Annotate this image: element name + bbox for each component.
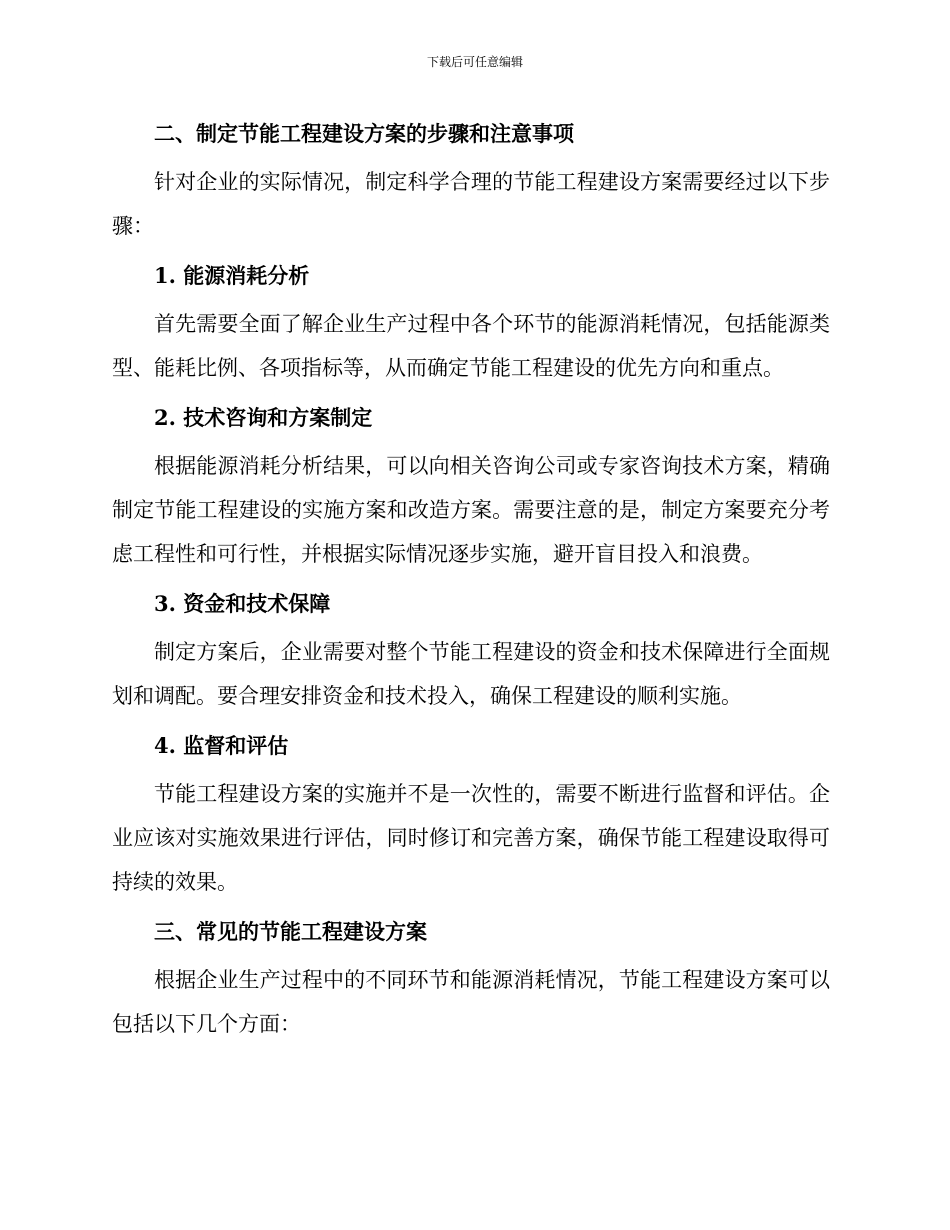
intro-paragraph: 针对企业的实际情况，制定科学合理的节能工程建设方案需要经过以下步骤： (112, 170, 830, 238)
step-paragraph-4: 节能工程建设方案的实施并不是一次性的，需要不断进行监督和评估。企业应该对实施效果进行评估，同时修订和完善方案，确保节能工程建设取得可持续的效果。 (112, 782, 830, 894)
step-heading-4: 4. 监督和评估 (154, 733, 289, 758)
section-heading-2: 二、制定节能工程建设方案的步骤和注意事项 (154, 121, 574, 146)
step-heading-2: 2. 技术咨询和方案制定 (154, 405, 373, 430)
step-paragraph-3: 制定方案后，企业需要对整个节能工程建设的资金和技术保障进行全面规划和调配。要合理安排资金和技术投入，确保工程建设的顺利实施。 (112, 640, 830, 708)
step-heading-1: 1. 能源消耗分析 (154, 263, 310, 288)
step-paragraph-1: 首先需要全面了解企业生产过程中各个环节的能源消耗情况，包括能源类型、能耗比例、各项指标等，从而确定节能工程建设的优先方向和重点。 (112, 312, 830, 380)
step-paragraph-2: 根据能源消耗分析结果，可以向相关咨询公司或专家咨询技术方案，精确制定节能工程建设的实施方案和改造方案。需要注意的是，制定方案要充分考虑工程性和可行性，并根据实际情况逐步实施，避开盲目投入和浪费。 (112, 454, 830, 566)
closing-paragraph: 根据企业生产过程中的不同环节和能源消耗情况，节能工程建设方案可以包括以下几个方面： (112, 968, 830, 1036)
document-body (112, 108, 830, 1052)
section-heading-3: 三、常见的节能工程建设方案 (154, 919, 427, 944)
header-note: 下载后可任意编辑 (426, 55, 523, 69)
step-heading-3: 3. 资金和技术保障 (154, 591, 331, 616)
